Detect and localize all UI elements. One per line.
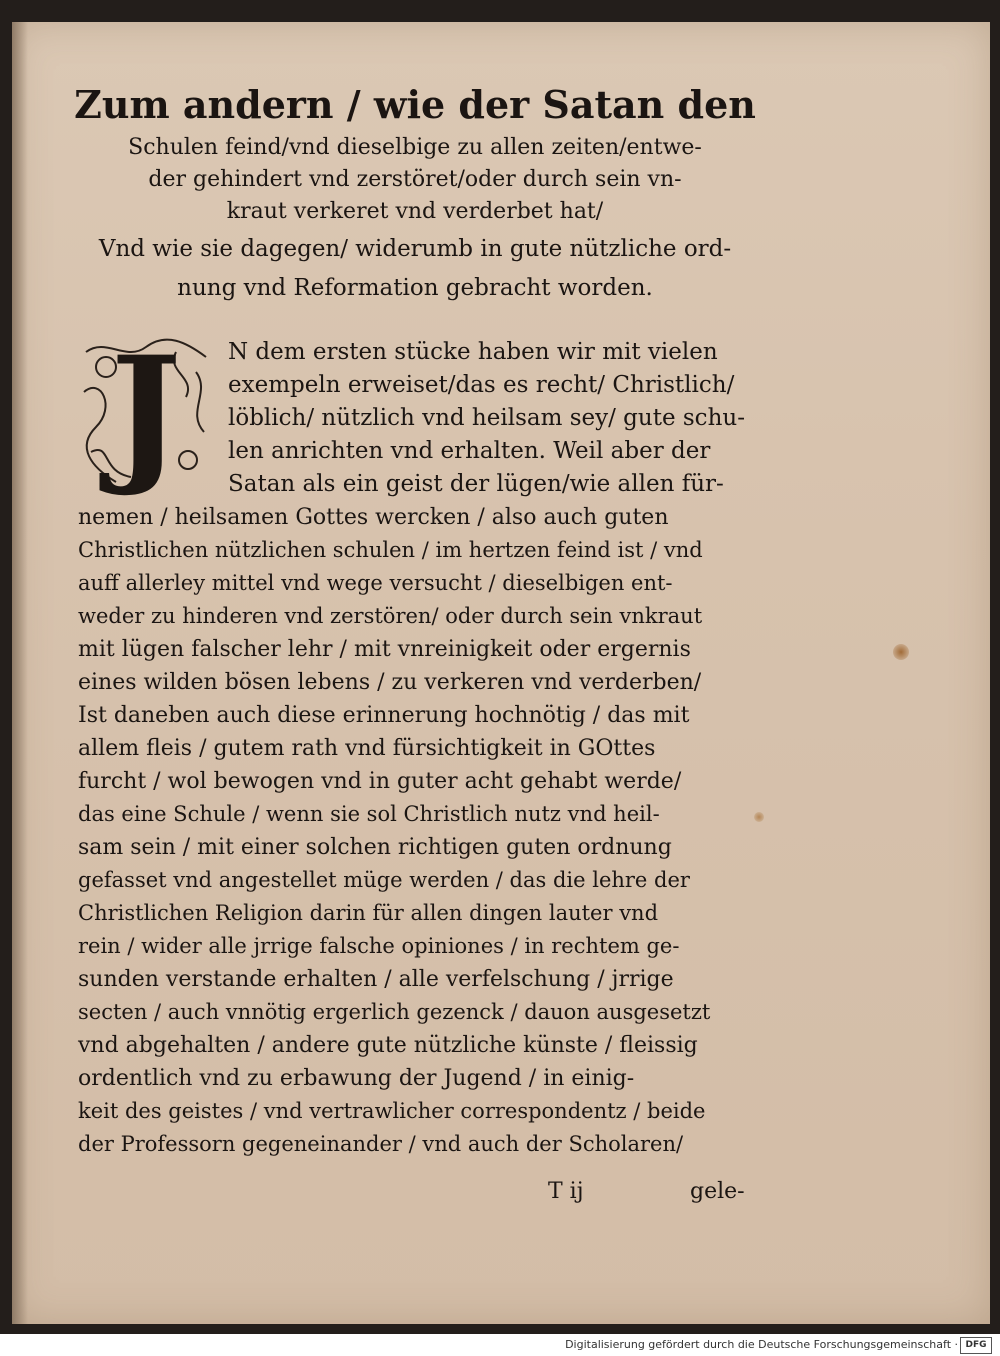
text-line: secten / auch vnnötig ergerlich gezenck / dauon ausgesetzt [78,1000,711,1024]
catchword: gele- [690,1179,745,1204]
text-line: exempeln erweiset/das es recht/ Christlich/ [228,372,735,398]
text-line: weder zu hinderen vnd zerstören/ oder durch sein vnkraut [78,604,703,628]
dfg-logo: DFG [960,1337,992,1354]
signature-mark: T ij [548,1179,584,1204]
text-line: N dem ersten stücke haben wir mit vielen [228,339,718,365]
heading-line-5: Vnd wie sie dagegen/ widerumb in gute nützliche ord- [98,236,732,262]
text-line: len anrichten vnd erhalten. Weil aber der [228,438,711,464]
heading-line-2: Schulen feind/vnd dieselbige zu allen zeiten/entwe- [128,135,702,160]
text-line: nemen / heilsamen Gottes wercken / also auch guten [78,505,669,530]
footer-bar [0,1334,1000,1356]
decorated-initial [76,324,216,500]
heading-line-3: der gehindert vnd zerstöret/oder durch sein vn- [148,167,682,192]
text-line: sunden verstande erhalten / alle verfelschung / jrrige [78,967,674,992]
text-line: gefasset vnd angestellet müge werden / das die lehre der [78,868,690,892]
text-line: Ist daneben auch diese erinnerung hochnötig / das mit [78,703,690,728]
text-line: allem fleis / gutem rath vnd fürsichtigkeit in GOttes [78,736,656,761]
heading-line-1: Zum andern / wie der Satan den [74,82,756,127]
text-line: ordentlich vnd zu erbawung der Jugend / in einig- [78,1066,635,1091]
text-line: Satan als ein geist der lügen/wie allen für- [228,471,724,497]
text-line: sam sein / mit einer solchen richtigen guten ordnung [78,835,672,860]
chapter-heading [70,78,760,306]
text-line: keit des geistes / vnd vertrawlicher correspondentz / beide [78,1099,706,1123]
text-line: mit lügen falscher lehr / mit vnreinigkeit oder ergernis [78,637,691,662]
text-line: furcht / wol bewogen vnd in guter acht gehabt werde/ [78,769,682,794]
heading-line-4: kraut verkeret vnd verderbet hat/ [226,199,604,224]
text-line: der Professorn gegeneinander / vnd auch der Scholaren/ [78,1132,684,1156]
page-gutter-shadow [12,22,28,1324]
text-line: löblich/ nützlich vnd heilsam sey/ gute schu- [228,405,745,431]
page-stain [893,644,909,660]
text-line: Christlichen nützlichen schulen / im hertzen feind ist / vnd [78,538,703,562]
initial-letter: J [110,324,182,500]
funding-credit: Digitalisierung gefördert durch die Deutsche Forschungsgemeinschaft · [565,1338,958,1351]
text-line: auff allerley mittel vnd wege versucht / dieselbigen ent- [78,571,673,595]
text-line: eines wilden bösen lebens / zu verkeren vnd verderben/ [78,670,702,695]
text-line: Christlichen Religion darin für allen dingen lauter vnd [78,901,659,925]
page-stain-small [754,812,764,822]
text-line: rein / wider alle jrrige falsche opiniones / in rechtem ge- [78,934,680,958]
text-line: das eine Schule / wenn sie sol Christlich nutz vnd heil- [78,802,660,826]
text-line: vnd abgehalten / andere gute nützliche künste / fleissig [78,1033,698,1058]
heading-line-6: nung vnd Reformation gebracht worden. [177,275,653,301]
